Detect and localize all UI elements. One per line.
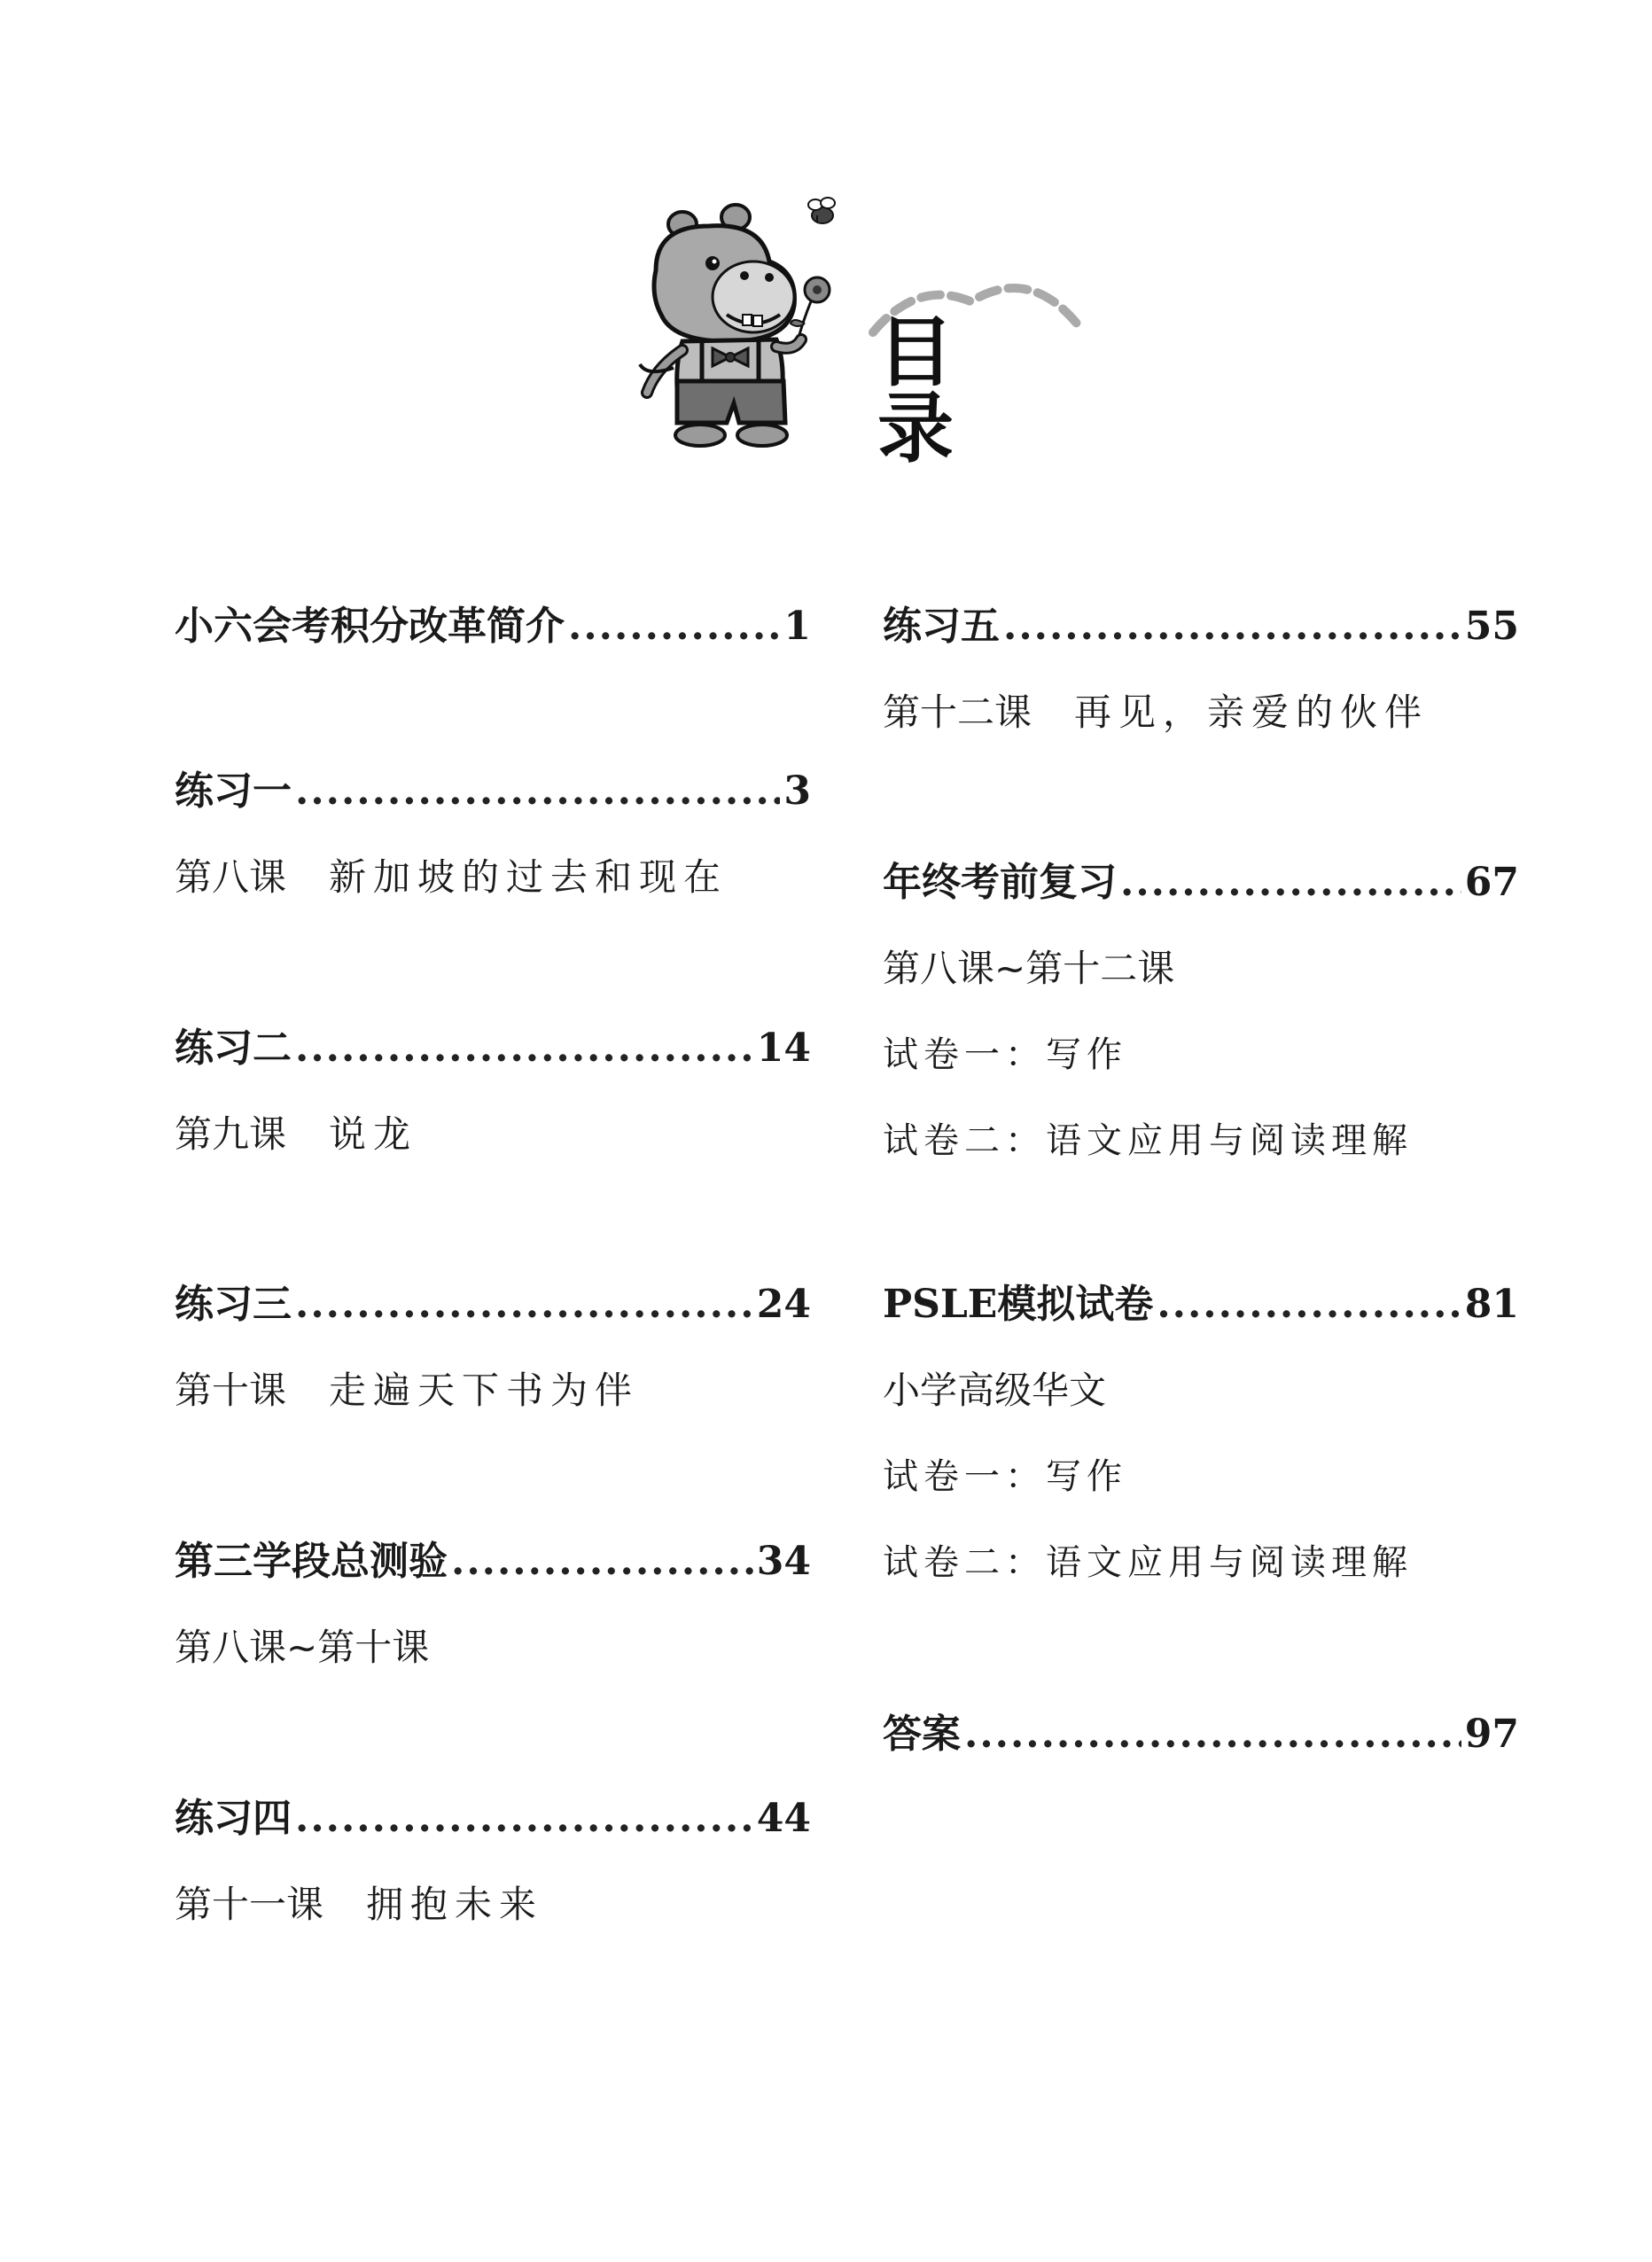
dot-leader <box>295 765 780 818</box>
toc-entry-exercise-3[interactable] <box>175 1278 811 1331</box>
toc-entry-title: 练习三 <box>175 1282 292 1327</box>
subject-line: 小学高级华文 <box>883 1369 1107 1412</box>
lesson-number: 第十一课 <box>175 1883 324 1926</box>
toc-entry-title: 练习二 <box>175 1026 292 1071</box>
toc-entry-page: 14 <box>756 1026 811 1071</box>
title-block <box>846 261 1112 473</box>
toc-entry-exercise-1[interactable] <box>175 765 811 818</box>
lesson-title: 新加坡的过去和现在 <box>329 855 729 899</box>
dot-leader <box>1003 600 1461 653</box>
toc-entry-title: 练习一 <box>175 768 292 814</box>
toc-entry-intro[interactable] <box>175 600 811 653</box>
toc-entry-term-test[interactable] <box>175 1535 811 1588</box>
paper-1-line: 试卷一：写作 <box>883 1456 1127 1497</box>
toc-entry-title: 练习五 <box>883 604 1000 649</box>
lesson-range: 第八课~第十课 <box>175 1626 430 1669</box>
toc-entry-page: 1 <box>783 604 811 649</box>
paper-1-line: 试卷一：写作 <box>883 1034 1127 1075</box>
toc-entry-psle-mock[interactable] <box>883 1278 1519 1331</box>
lesson-title: 说龙 <box>329 1112 418 1156</box>
toc-entry-title: 答案 <box>883 1712 961 1757</box>
lesson-title: 走遍天下书为伴 <box>329 1369 640 1412</box>
lesson-line <box>175 1364 639 1417</box>
toc-entry-title: 第三学段总测验 <box>175 1539 448 1584</box>
toc-entry-title: 年终考前复习 <box>883 860 1117 905</box>
toc-entry-exercise-4[interactable] <box>175 1792 811 1845</box>
toc-entry-title: 练习四 <box>175 1796 292 1841</box>
dot-leader <box>1157 1278 1461 1331</box>
bee-icon <box>808 198 835 223</box>
dot-leader <box>295 1792 753 1845</box>
lesson-number: 第十二课 <box>883 690 1032 734</box>
lesson-number: 第九课 <box>175 1112 287 1156</box>
toc-entry-page: 3 <box>783 768 811 814</box>
hippo-mascot-illustration <box>620 191 851 448</box>
dot-leader <box>1120 856 1461 909</box>
toc-entry-exercise-5[interactable] <box>883 600 1519 653</box>
paper-2-line: 试卷二：语文应用与阅读理解 <box>883 1542 1413 1583</box>
toc-entry-page: 55 <box>1464 604 1519 649</box>
lesson-line <box>175 851 728 904</box>
lesson-number: 第八课 <box>175 855 287 899</box>
toc-entry-page: 67 <box>1464 860 1519 905</box>
toc-entry-answers[interactable] <box>883 1708 1519 1761</box>
page-title: 目 录 <box>877 308 987 473</box>
paper-2-line: 试卷二：语文应用与阅读理解 <box>883 1120 1413 1161</box>
dot-leader <box>964 1708 1461 1761</box>
dot-leader <box>451 1535 753 1588</box>
toc-entry-page: 97 <box>1464 1712 1519 1757</box>
dot-leader <box>295 1022 753 1075</box>
dot-leader <box>568 600 780 653</box>
toc-header <box>620 191 1117 473</box>
toc-entry-page: 24 <box>756 1282 811 1327</box>
flower-icon <box>791 277 830 341</box>
lesson-range: 第八课~第十二课 <box>883 947 1175 990</box>
lesson-line <box>175 1108 417 1161</box>
toc-entry-exercise-2[interactable] <box>175 1022 811 1075</box>
toc-entry-title: PSLE模拟试卷 <box>883 1282 1154 1327</box>
lesson-title: 再见，亲爱的伙伴 <box>1074 690 1430 734</box>
lesson-line <box>175 1878 543 1931</box>
lesson-title: 拥抱未来 <box>366 1883 544 1926</box>
toc-entry-page: 44 <box>756 1796 811 1841</box>
dot-leader <box>295 1278 753 1331</box>
toc-entry-page: 34 <box>756 1539 811 1584</box>
toc-entry-page: 81 <box>1464 1282 1519 1327</box>
toc-entry-title: 小六会考积分改革简介 <box>175 604 565 649</box>
lesson-line <box>883 686 1429 739</box>
toc-entry-year-end-review[interactable] <box>883 856 1519 909</box>
lesson-number: 第十课 <box>175 1369 287 1412</box>
